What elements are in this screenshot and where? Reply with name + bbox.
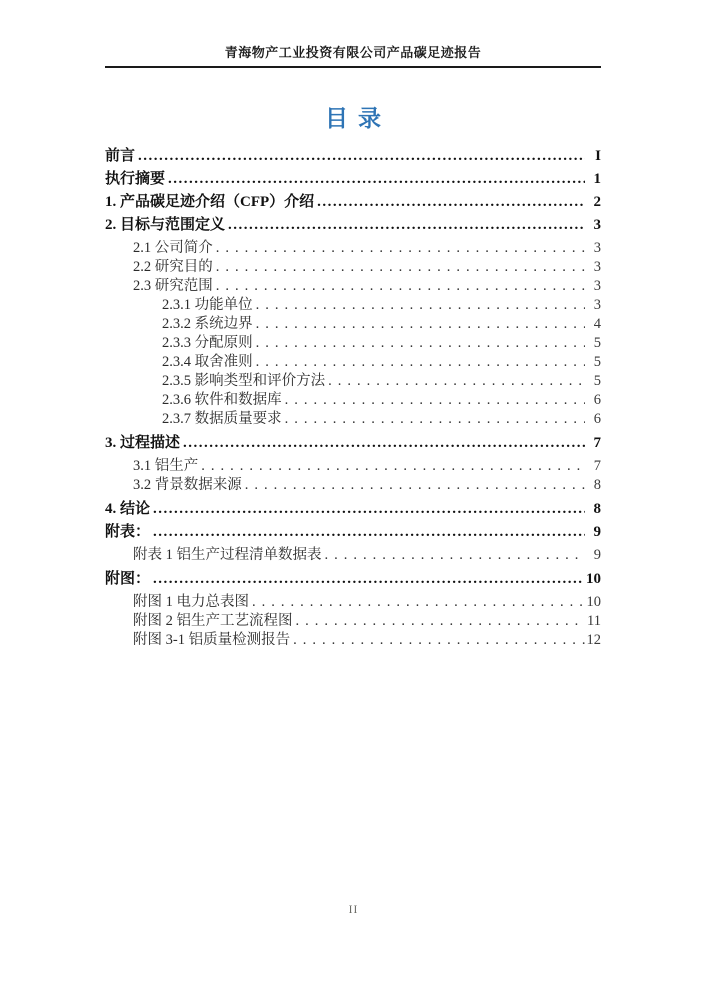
toc-entry-page-number: 4	[593, 316, 601, 332]
toc-entry-label: 2.3.3 分配原则	[162, 335, 253, 351]
toc-entry-row[interactable]	[105, 631, 601, 650]
toc-entry-label: 2.3.5 影响类型和评价方法	[162, 373, 326, 389]
toc-entry-label: 附图 3-1 铝质量检测报告	[133, 632, 291, 648]
toc-leader-dots	[256, 296, 585, 315]
toc-entry-label: 1. 产品碳足迹介绍（CFP）介绍	[105, 194, 315, 210]
toc-leader-dots	[317, 194, 585, 211]
toc-leader-dots	[296, 612, 586, 631]
toc-entry-page-number: 10	[586, 571, 601, 587]
toc-leader-dots	[153, 571, 584, 588]
toc-entry-label: 2.3 研究范围	[133, 278, 213, 294]
toc-entry-page-number: 3	[593, 297, 601, 313]
toc-leader-dots	[153, 524, 585, 541]
toc-entry-page-number: 5	[593, 335, 601, 351]
toc-entry-label: 附表：	[105, 524, 151, 540]
toc-entry-page-number: 9	[593, 524, 601, 540]
toc-leader-dots	[216, 277, 585, 296]
toc-leader-dots	[328, 372, 585, 391]
toc-entry-row[interactable]	[105, 277, 601, 296]
toc-leader-dots	[256, 315, 585, 334]
toc-leader-dots	[285, 410, 585, 429]
toc-leader-dots	[245, 476, 585, 495]
toc-entry-label: 3.2 背景数据来源	[133, 477, 242, 493]
toc-entry-label: 2.3.2 系统边界	[162, 316, 253, 332]
toc-entry-label: 2.2 研究目的	[133, 259, 213, 275]
toc-leader-dots	[293, 631, 584, 650]
toc-entry-page-number: 7	[593, 435, 601, 451]
toc-entry-page-number: 9	[593, 547, 601, 563]
toc-leader-dots	[256, 334, 585, 353]
toc-entry-label: 附图 2 铝生产工艺流程图	[133, 613, 293, 629]
toc-leader-dots	[285, 391, 585, 410]
toc-entry-page-number: 2	[593, 194, 601, 210]
toc-entry-label: 3. 过程描述	[105, 435, 181, 451]
toc-entry-label: 3.1 铝生产	[133, 458, 199, 474]
toc-leader-dots	[216, 258, 585, 277]
toc-entry-label: 附表 1 铝生产过程清单数据表	[133, 547, 322, 563]
toc-entry-row[interactable]	[105, 171, 601, 188]
toc-entry-row[interactable]	[105, 296, 601, 315]
toc-entry-label: 附图：	[105, 571, 151, 587]
toc-entry-row[interactable]	[105, 571, 601, 588]
toc-entry-label: 2.3.7 数据质量要求	[162, 411, 282, 427]
toc-entry-row[interactable]	[105, 372, 601, 391]
toc-entry-label: 前言	[105, 148, 136, 164]
toc-entry-page-number: 3	[593, 278, 601, 294]
toc-entry-row[interactable]	[105, 410, 601, 429]
toc-entry-row[interactable]	[105, 612, 601, 631]
toc-entry-page-number: 6	[593, 411, 601, 427]
toc-entry-row[interactable]	[105, 334, 601, 353]
toc-list	[105, 148, 601, 650]
toc-entry-page-number: 10	[586, 594, 601, 610]
toc-entry-page-number: 7	[593, 458, 601, 474]
toc-entry-row[interactable]	[105, 148, 601, 165]
toc-leader-dots	[201, 457, 585, 476]
toc-entry-row[interactable]	[105, 435, 601, 452]
toc-entry-label: 4. 结论	[105, 501, 151, 517]
toc-entry-page-number: 11	[587, 613, 601, 629]
toc-entry-page-number: 5	[593, 373, 601, 389]
toc-entry-row[interactable]	[105, 217, 601, 234]
toc-entry-row[interactable]	[105, 457, 601, 476]
toc-leader-dots	[168, 171, 585, 188]
toc-leader-dots	[228, 217, 585, 234]
toc-leader-dots	[138, 148, 585, 165]
toc-entry-row[interactable]	[105, 524, 601, 541]
toc-leader-dots	[153, 501, 585, 518]
toc-entry-label: 附图 1 电力总表图	[133, 594, 249, 610]
toc-leader-dots	[183, 435, 585, 452]
footer-page-number: II	[348, 904, 359, 916]
toc-entry-row[interactable]	[105, 239, 601, 258]
toc-entry-label: 执行摘要	[105, 171, 166, 187]
toc-entry-page-number: 12	[586, 632, 601, 648]
toc-entry-page-number: 3	[593, 259, 601, 275]
toc-page-title: 目录	[325, 106, 391, 131]
toc-entry-row[interactable]	[105, 315, 601, 334]
toc-entry-label: 2.1 公司简介	[133, 240, 213, 256]
toc-entry-label: 2.3.1 功能单位	[162, 297, 253, 313]
toc-entry-page-number: 5	[593, 354, 601, 370]
toc-entry-row[interactable]	[105, 476, 601, 495]
toc-entry-row[interactable]	[105, 546, 601, 565]
toc-entry-label: 2.3.6 软件和数据库	[162, 392, 282, 408]
page-content	[105, 0, 601, 650]
header-divider	[105, 66, 601, 68]
toc-entry-page-number: 3	[593, 240, 601, 256]
toc-leader-dots	[325, 546, 586, 565]
toc-entry-row[interactable]	[105, 258, 601, 277]
toc-entry-row[interactable]	[105, 501, 601, 518]
toc-entry-label: 2.3.4 取舍准则	[162, 354, 253, 370]
toc-leader-dots	[252, 593, 585, 612]
toc-entry-label: 2. 目标与范围定义	[105, 217, 226, 233]
toc-entry-page-number: 3	[593, 217, 601, 233]
toc-entry-page-number: 1	[593, 171, 601, 187]
toc-entry-page-number: 8	[593, 501, 601, 517]
toc-leader-dots	[216, 239, 585, 258]
toc-entry-row[interactable]	[105, 353, 601, 372]
toc-entry-page-number: 6	[593, 392, 601, 408]
toc-entry-page-number: 8	[593, 477, 601, 493]
toc-entry-row[interactable]	[105, 391, 601, 410]
toc-entry-row[interactable]	[105, 194, 601, 211]
toc-entry-row[interactable]	[105, 593, 601, 612]
toc-entry-page-number: I	[595, 148, 601, 164]
document-header-title: 青海物产工业投资有限公司产品碳足迹报告	[224, 45, 482, 60]
toc-leader-dots	[256, 353, 585, 372]
